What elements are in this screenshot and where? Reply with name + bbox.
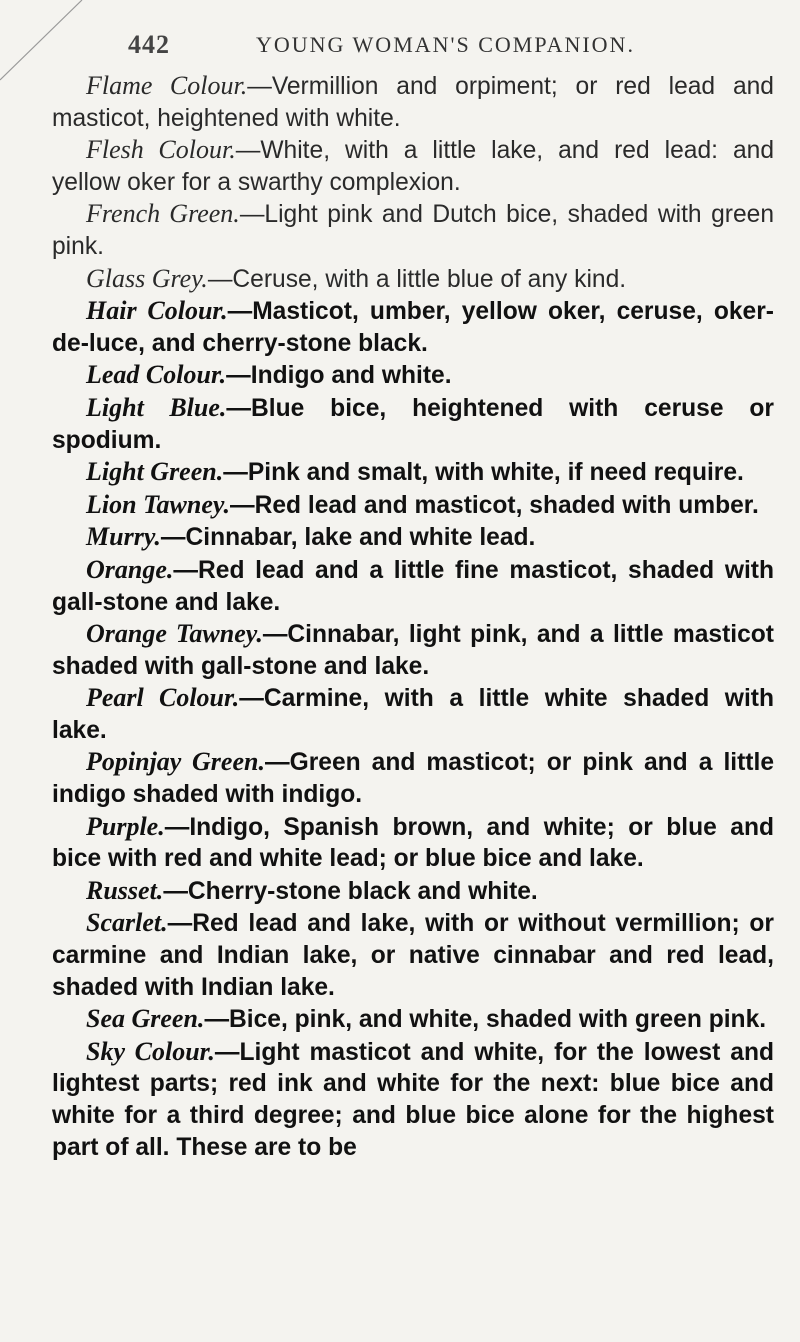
entry-glass-grey <box>52 263 774 296</box>
entry-russet <box>52 875 774 908</box>
entry-lead-colour <box>52 359 774 392</box>
entry-text: —Indigo, Spanish brown, and white; or blue and bice with red and white lead; or blue bice and lake. <box>52 813 774 873</box>
entry-text: —Masticot, umber, yellow oker, ceruse, oker-de-luce, and cherry-stone black. <box>52 298 774 357</box>
entry-term: Light Blue. <box>86 392 227 422</box>
entry-text: —Red lead and a little fine masticot, shaded with gall-stone and lake. <box>52 556 774 616</box>
entry-purple <box>52 811 774 875</box>
entry-text: —Indigo and white. <box>226 362 452 390</box>
entry-term: Glass Grey. <box>86 263 208 293</box>
entry-text: —Light pink and Dutch bice, shaded with green pink. <box>52 201 774 260</box>
entry-text: —Light masticot and white, for the lowest and lightest parts; red ink and white for the next: blue bice and white for a third degree; and blue bice alone for the highest part of all. These are to be <box>52 1038 774 1161</box>
entry-murry <box>52 521 774 554</box>
entry-text: —Vermillion and orpiment; or red lead and masticot, heightened with white. <box>52 73 774 132</box>
entry-text: —Red lead and masticot, shaded with umber. <box>229 491 759 519</box>
entry-term: French Green. <box>86 199 240 229</box>
entry-french-green <box>52 198 774 262</box>
entry-term: Flame Colour. <box>86 71 248 100</box>
entry-text: —Pink and smalt, with white, if need require. <box>223 459 744 487</box>
running-head: YOUNG WOMAN'S COMPANION. <box>256 32 635 57</box>
entry-text: —Ceruse, with a little blue of any kind. <box>207 265 627 293</box>
page-number: 442 <box>128 30 170 59</box>
entry-term: Scarlet. <box>86 908 168 938</box>
entry-text: —Red lead and lake, with or without vermillion; or carmine and Indian lake, or native cinnabar and red lead, shaded with Indian lake. <box>52 910 774 1001</box>
entry-term: Orange Tawney. <box>86 619 263 649</box>
entry-text: —Cherry-stone black and white. <box>163 877 538 905</box>
entry-light-green <box>52 456 774 489</box>
entry-term: Sea Green. <box>86 1004 205 1034</box>
entry-term: Sky Colour. <box>86 1036 215 1066</box>
entry-term: Lead Colour. <box>86 360 227 390</box>
entry-term: Pearl Colour. <box>86 683 240 713</box>
entry-flame-colour <box>52 70 774 134</box>
entry-orange-tawney <box>52 618 774 682</box>
entry-term: Russet. <box>86 875 164 905</box>
entry-term: Hair Colour. <box>86 296 228 326</box>
entry-sea-green <box>52 1003 774 1036</box>
entry-hair-colour <box>52 295 774 359</box>
entry-text: —Blue bice, heightened with ceruse or spodium. <box>52 394 774 454</box>
entry-lion-tawney <box>52 489 774 522</box>
entry-pearl-colour <box>52 682 774 746</box>
entry-term: Lion Tawney. <box>86 489 230 519</box>
entry-term: Orange. <box>86 554 174 584</box>
entry-orange <box>52 554 774 618</box>
entry-text: —Green and masticot; or pink and a little indigo shaded with indigo. <box>52 749 774 809</box>
color-entries <box>52 70 774 1163</box>
entry-term: Flesh Colour. <box>86 135 236 165</box>
entry-sky-colour <box>52 1036 774 1163</box>
entry-popinjay-green <box>52 746 774 810</box>
entry-term: Popinjay Green. <box>86 747 265 777</box>
entry-text: —Bice, pink, and white, shaded with green pink. <box>204 1006 767 1034</box>
entry-text: —Cinnabar, lake and white lead. <box>160 524 536 552</box>
entry-term: Light Green. <box>86 457 224 487</box>
entry-flesh-colour <box>52 134 774 198</box>
entry-light-blue <box>52 392 774 456</box>
entry-text: —Carmine, with a little white shaded with lake. <box>52 685 774 744</box>
page-header <box>128 30 668 70</box>
entry-text: —White, with a little lake, and red lead: and yellow oker for a swarthy complexion. <box>52 137 774 196</box>
entry-term: Murry. <box>86 522 161 552</box>
entry-text: —Cinnabar, light pink, and a little masticot shaded with gall-stone and lake. <box>52 621 774 680</box>
entry-term: Purple. <box>86 811 165 841</box>
entry-scarlet <box>52 907 774 1003</box>
